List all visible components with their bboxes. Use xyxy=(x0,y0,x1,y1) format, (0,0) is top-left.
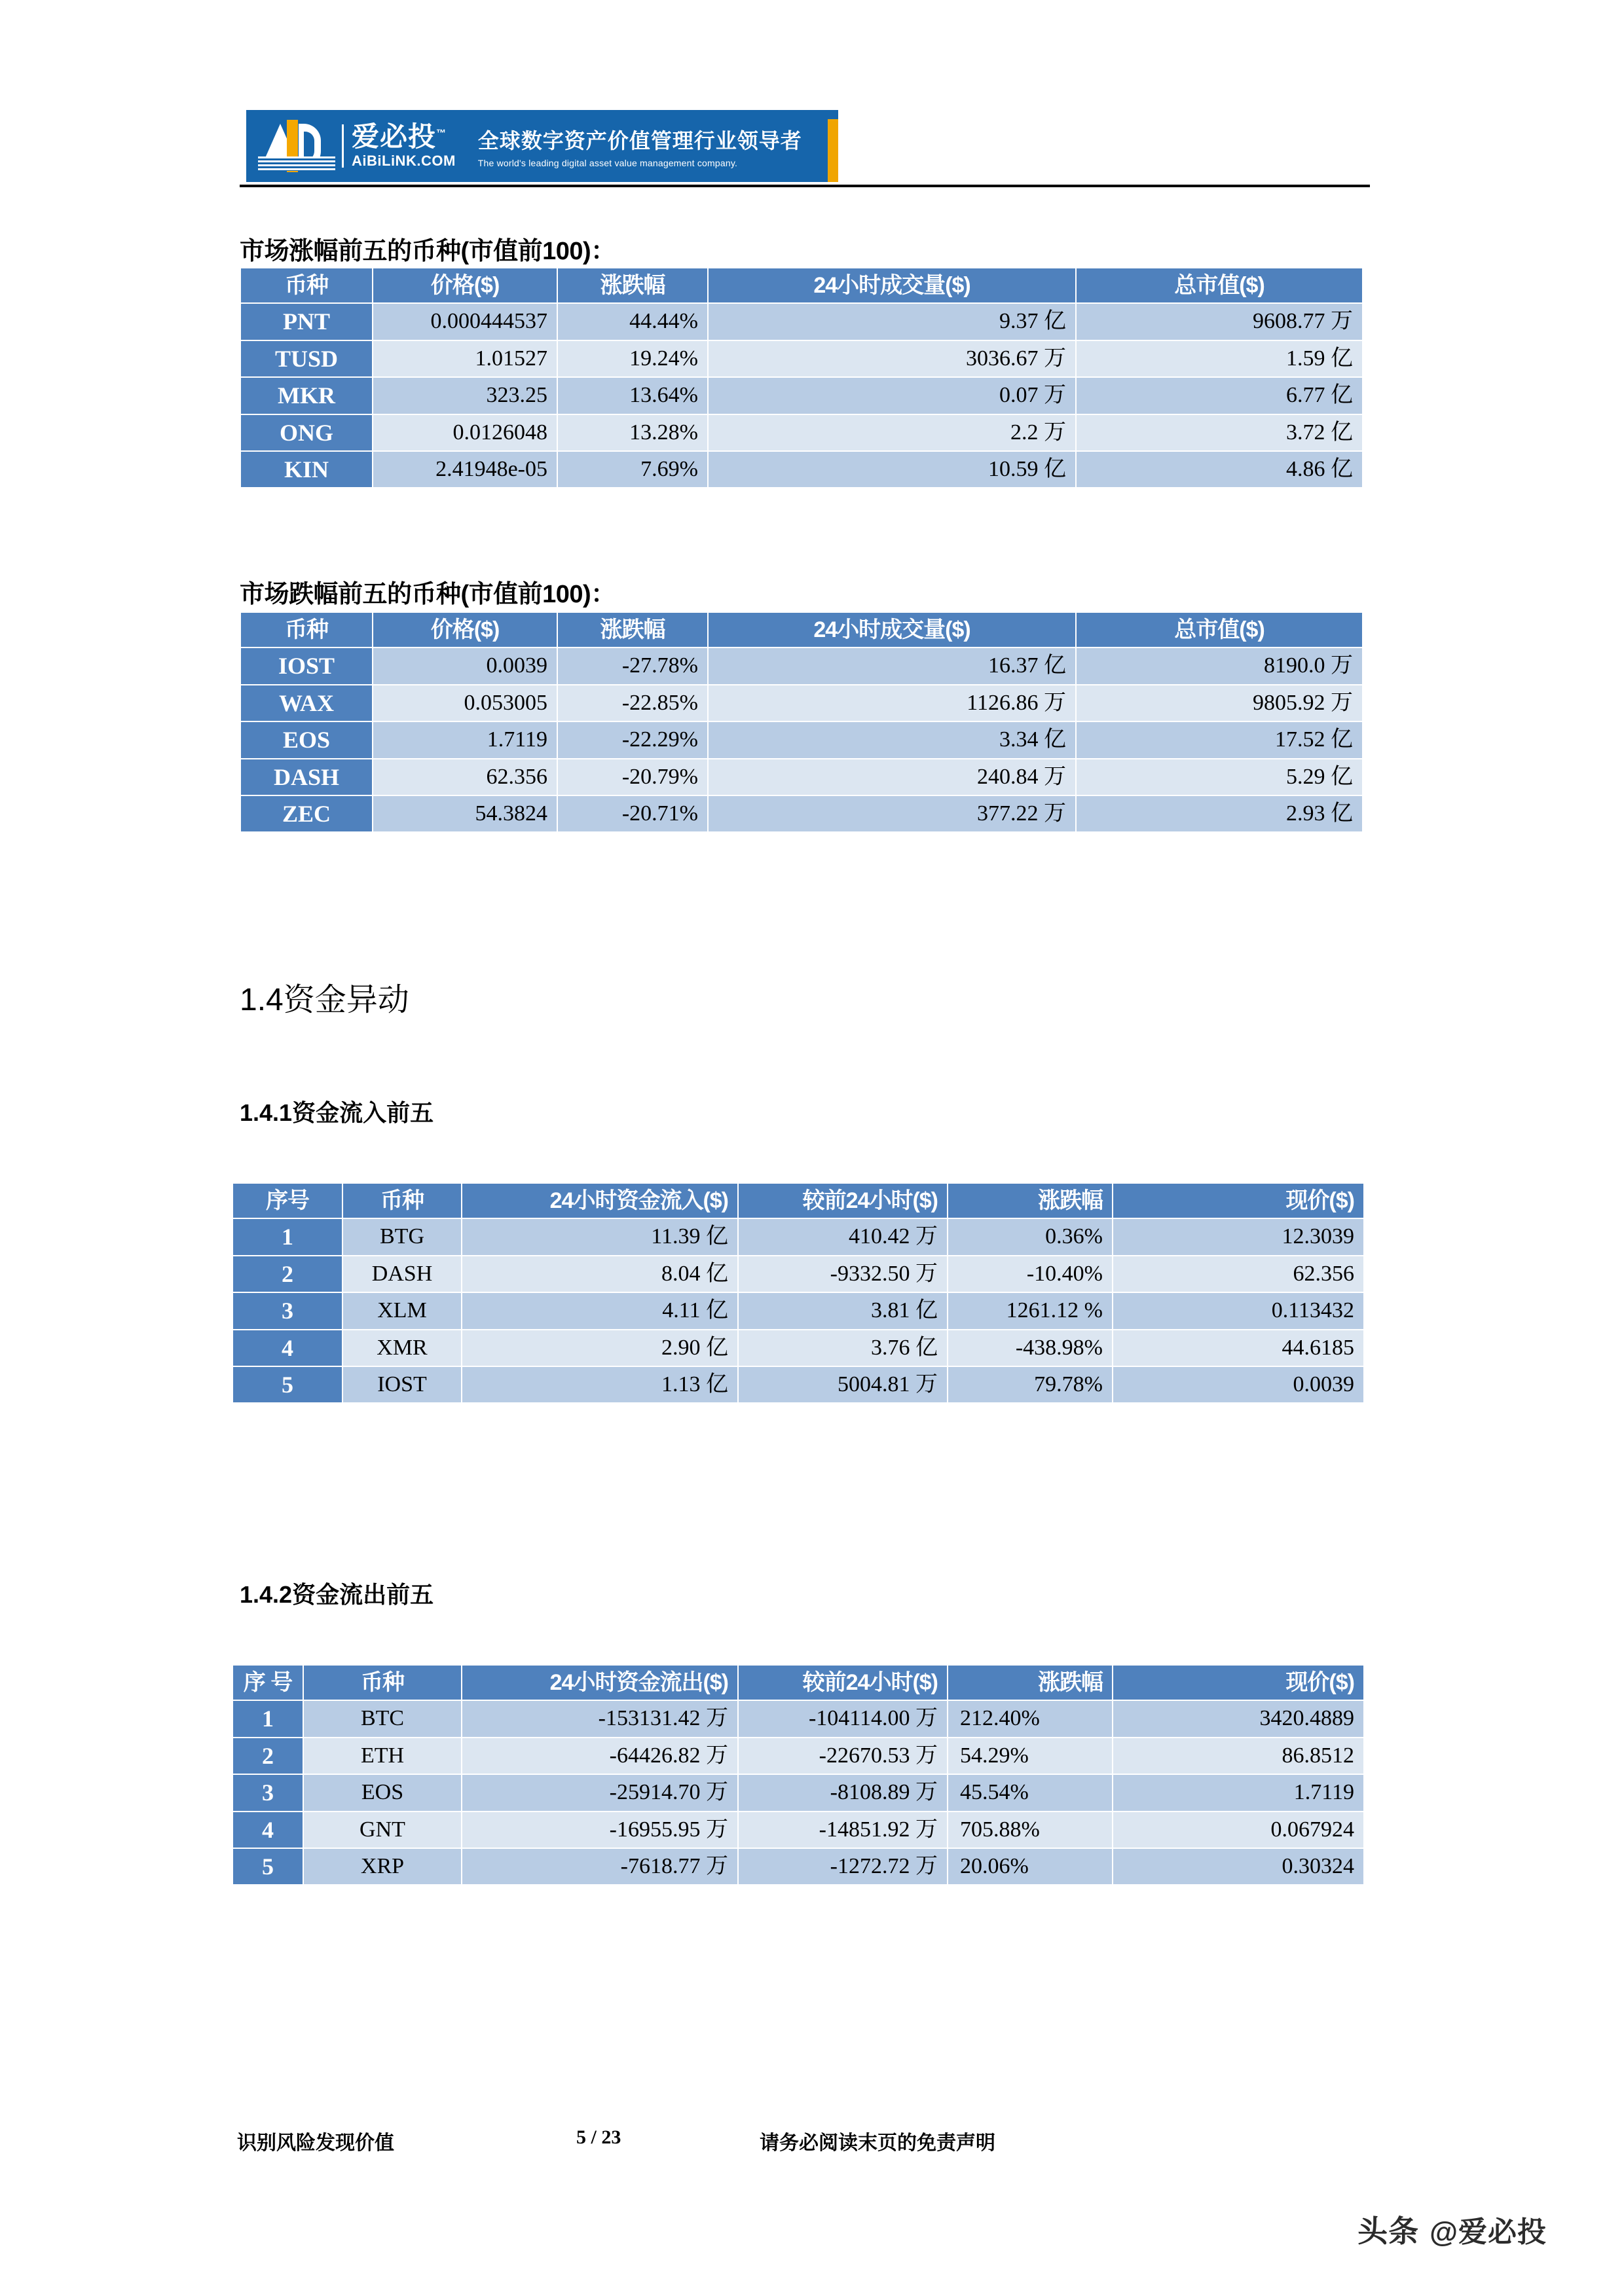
cell-mcap: 17.52 亿 xyxy=(1077,722,1362,757)
cell-change: -27.78% xyxy=(558,648,707,683)
col-market-cap: 总市值($) xyxy=(1077,268,1362,302)
section-heading-1-4-2: 1.4.2资金流出前五 xyxy=(240,1581,434,1608)
cell-price: 0.0039 xyxy=(1113,1367,1363,1402)
table-row xyxy=(233,1367,1363,1402)
col-market-cap: 总市值($) xyxy=(1077,613,1362,647)
aibilink-logo-icon xyxy=(258,120,335,172)
table-header-row xyxy=(233,1666,1363,1700)
cell-change: 705.88% xyxy=(948,1812,1112,1848)
col-volume-24h: 24小时成交量($) xyxy=(709,268,1075,302)
cell-symbol: ETH xyxy=(304,1738,461,1774)
cell-delta: -22670.53 万 xyxy=(739,1738,947,1774)
cell-change: -20.71% xyxy=(558,796,707,831)
col-delta-prev-24h: 较前24小时($) xyxy=(739,1666,947,1700)
table-row xyxy=(233,1256,1363,1292)
cell-price: 1.7119 xyxy=(1113,1775,1363,1810)
table-header-row xyxy=(241,268,1362,302)
cell-volume: 1126.86 万 xyxy=(709,685,1075,721)
col-symbol: 币种 xyxy=(241,268,372,302)
banner-accent-bar xyxy=(828,119,838,182)
table-row xyxy=(241,415,1362,450)
cell-delta: 410.42 万 xyxy=(739,1219,947,1254)
table-row xyxy=(241,452,1362,487)
tagline-en: The world's leading digital asset value management company. xyxy=(477,157,738,168)
cell-inflow: 4.11 亿 xyxy=(462,1293,737,1328)
cell-change: 212.40% xyxy=(948,1701,1112,1736)
cell-price: 62.356 xyxy=(373,759,557,795)
cell-mcap: 6.77 亿 xyxy=(1077,378,1362,413)
cell-volume: 377.22 万 xyxy=(709,796,1075,831)
cell-volume: 3036.67 万 xyxy=(709,341,1075,376)
cell-mcap: 5.29 亿 xyxy=(1077,759,1362,795)
cell-delta: -14851.92 万 xyxy=(739,1812,947,1848)
footer-slogan: 识别风险发现价值 xyxy=(237,2132,394,2154)
cell-volume: 3.34 亿 xyxy=(709,722,1075,757)
cell-change: 44.44% xyxy=(558,304,707,339)
cell-delta: -9332.50 万 xyxy=(739,1256,947,1292)
cell-symbol: PNT xyxy=(241,304,372,339)
cell-volume: 2.2 万 xyxy=(709,415,1075,450)
cell-price: 44.6185 xyxy=(1113,1330,1363,1366)
table-row xyxy=(241,648,1362,683)
cell-price: 0.0039 xyxy=(373,648,557,683)
cell-outflow: -7618.77 万 xyxy=(462,1849,737,1884)
losers-table xyxy=(240,611,1363,833)
cell-symbol: XLM xyxy=(343,1293,461,1328)
cell-price: 0.113432 xyxy=(1113,1293,1363,1328)
table-row xyxy=(241,304,1362,339)
cell-outflow: -153131.42 万 xyxy=(462,1701,737,1736)
cell-symbol: IOST xyxy=(343,1367,461,1402)
cell-mcap: 9608.77 万 xyxy=(1077,304,1362,339)
cell-symbol: GNT xyxy=(304,1812,461,1848)
cell-symbol: ZEC xyxy=(241,796,372,831)
cell-change: 79.78% xyxy=(948,1367,1112,1402)
cell-outflow: -64426.82 万 xyxy=(462,1738,737,1774)
col-symbol: 币种 xyxy=(304,1666,461,1700)
toutiao-logo-icon: 头条 xyxy=(1357,2214,1420,2248)
cell-change: 20.06% xyxy=(948,1849,1112,1884)
cell-mcap: 8190.0 万 xyxy=(1077,648,1362,683)
cell-price: 1.01527 xyxy=(373,341,557,376)
table-row xyxy=(233,1812,1363,1848)
col-symbol: 币种 xyxy=(343,1184,461,1218)
toutiao-watermark xyxy=(1357,2208,1547,2251)
cell-price: 62.356 xyxy=(1113,1256,1363,1292)
cell-index: 3 xyxy=(233,1293,342,1328)
logo-divider xyxy=(342,124,344,168)
cell-symbol: DASH xyxy=(343,1256,461,1292)
cell-change: -10.40% xyxy=(948,1256,1112,1292)
cell-price: 2.41948e-05 xyxy=(373,452,557,487)
cell-symbol: IOST xyxy=(241,648,372,683)
tagline-cn: 全球数字资产价值管理行业领导者 xyxy=(477,128,802,153)
cell-inflow: 11.39 亿 xyxy=(462,1219,737,1254)
cell-symbol: BTC xyxy=(304,1701,461,1736)
logo-domain: AiBiLiNK.COM xyxy=(352,153,456,170)
logo xyxy=(258,118,456,173)
table-row xyxy=(241,341,1362,376)
cell-price: 0.0126048 xyxy=(373,415,557,450)
watermark-handle: @爱必投 xyxy=(1430,2216,1547,2248)
cell-volume: 0.07 万 xyxy=(709,378,1075,413)
cell-volume: 10.59 亿 xyxy=(709,452,1075,487)
col-index: 序 号 xyxy=(233,1666,303,1700)
table-header-row xyxy=(241,613,1362,647)
cell-change: -438.98% xyxy=(948,1330,1112,1366)
cell-symbol: BTG xyxy=(343,1219,461,1254)
cell-symbol: XRP xyxy=(304,1849,461,1884)
cell-change: 54.29% xyxy=(948,1738,1112,1774)
cell-index: 5 xyxy=(233,1367,342,1402)
cell-symbol: DASH xyxy=(241,759,372,795)
cell-inflow: 2.90 亿 xyxy=(462,1330,737,1366)
table-row xyxy=(241,378,1362,413)
table-row xyxy=(233,1849,1363,1884)
cell-volume: 240.84 万 xyxy=(709,759,1075,795)
cell-change: 13.64% xyxy=(558,378,707,413)
page-footer xyxy=(0,2126,1624,2166)
table-row xyxy=(241,759,1362,795)
cell-delta: 3.76 亿 xyxy=(739,1330,947,1366)
col-inflow-24h: 24小时资金流入($) xyxy=(462,1184,737,1218)
cell-volume: 9.37 亿 xyxy=(709,304,1075,339)
brand-tagline xyxy=(478,124,802,168)
col-price: 价格($) xyxy=(373,268,557,302)
col-change: 涨跌幅 xyxy=(558,268,707,302)
table-row xyxy=(233,1219,1363,1254)
section-heading-1-4: 1.4资金异动 xyxy=(240,983,409,1017)
cell-symbol: XMR xyxy=(343,1330,461,1366)
col-delta-prev-24h: 较前24小时($) xyxy=(739,1184,947,1218)
cell-change: -22.85% xyxy=(558,685,707,721)
cell-price: 1.7119 xyxy=(373,722,557,757)
table-row xyxy=(241,796,1362,831)
cell-change: 0.36% xyxy=(948,1219,1112,1254)
cell-index: 2 xyxy=(233,1738,303,1774)
table-row xyxy=(241,722,1362,757)
cell-price: 0.000444537 xyxy=(373,304,557,339)
cell-mcap: 4.86 亿 xyxy=(1077,452,1362,487)
table-row xyxy=(241,685,1362,721)
cell-volume: 16.37 亿 xyxy=(709,648,1075,683)
logo-text xyxy=(352,122,456,170)
cell-delta: -1272.72 万 xyxy=(739,1849,947,1884)
page-header xyxy=(246,110,854,186)
cell-mcap: 3.72 亿 xyxy=(1077,415,1362,450)
col-change: 涨跌幅 xyxy=(948,1184,1112,1218)
cell-symbol: KIN xyxy=(241,452,372,487)
cell-price: 323.25 xyxy=(373,378,557,413)
cell-change: 1261.12 % xyxy=(948,1293,1112,1328)
cell-price: 0.30324 xyxy=(1113,1849,1363,1884)
table-row xyxy=(233,1738,1363,1774)
col-change: 涨跌幅 xyxy=(948,1666,1112,1700)
table-row xyxy=(233,1701,1363,1736)
cell-symbol: TUSD xyxy=(241,341,372,376)
col-current-price: 现价($) xyxy=(1113,1184,1363,1218)
footer-disclaimer-note: 请务必阅读末页的免责声明 xyxy=(760,2132,995,2154)
cell-delta: -104114.00 万 xyxy=(739,1701,947,1736)
cell-mcap: 1.59 亿 xyxy=(1077,341,1362,376)
logo-name-cn: 爱必投™ xyxy=(352,120,447,152)
cell-change: 19.24% xyxy=(558,341,707,376)
cell-symbol: MKR xyxy=(241,378,372,413)
col-price: 价格($) xyxy=(373,613,557,647)
cell-outflow: -25914.70 万 xyxy=(462,1775,737,1810)
cell-inflow: 8.04 亿 xyxy=(462,1256,737,1292)
cell-index: 3 xyxy=(233,1775,303,1810)
table-row xyxy=(233,1775,1363,1810)
cell-index: 2 xyxy=(233,1256,342,1292)
page-number: 5 / 23 xyxy=(576,2126,621,2148)
cell-delta: 5004.81 万 xyxy=(739,1367,947,1402)
cell-index: 5 xyxy=(233,1849,303,1884)
table-header-row xyxy=(233,1184,1363,1218)
cell-price: 3420.4889 xyxy=(1113,1701,1363,1736)
gainers-caption: 市场涨幅前五的币种(市值前100)： xyxy=(240,238,616,265)
cell-mcap: 9805.92 万 xyxy=(1077,685,1362,721)
cell-symbol: EOS xyxy=(304,1775,461,1810)
col-index: 序号 xyxy=(233,1184,342,1218)
cell-delta: -8108.89 万 xyxy=(739,1775,947,1810)
cell-symbol: EOS xyxy=(241,722,372,757)
brand-banner xyxy=(246,110,838,182)
trademark-symbol: ™ xyxy=(436,127,447,139)
col-change: 涨跌幅 xyxy=(558,613,707,647)
header-divider-rule xyxy=(240,185,1370,187)
cell-symbol: ONG xyxy=(241,415,372,450)
cell-change: -20.79% xyxy=(558,759,707,795)
cell-price: 0.067924 xyxy=(1113,1812,1363,1848)
capital-outflow-table xyxy=(232,1664,1365,1886)
cell-price: 0.053005 xyxy=(373,685,557,721)
cell-index: 4 xyxy=(233,1330,342,1366)
table-row xyxy=(233,1330,1363,1366)
col-symbol: 币种 xyxy=(241,613,372,647)
gainers-table xyxy=(240,267,1363,488)
section-heading-1-4-1: 1.4.1资金流入前五 xyxy=(240,1099,434,1126)
cell-delta: 3.81 亿 xyxy=(739,1293,947,1328)
col-volume-24h: 24小时成交量($) xyxy=(709,613,1075,647)
cell-price: 54.3824 xyxy=(373,796,557,831)
cell-change: -22.29% xyxy=(558,722,707,757)
cell-outflow: -16955.95 万 xyxy=(462,1812,737,1848)
cell-index: 4 xyxy=(233,1812,303,1848)
col-current-price: 现价($) xyxy=(1113,1666,1363,1700)
losers-caption: 市场跌幅前五的币种(市值前100)： xyxy=(240,581,616,608)
cell-inflow: 1.13 亿 xyxy=(462,1367,737,1402)
cell-index: 1 xyxy=(233,1701,303,1736)
cell-price: 86.8512 xyxy=(1113,1738,1363,1774)
cell-price: 12.3039 xyxy=(1113,1219,1363,1254)
cell-mcap: 2.93 亿 xyxy=(1077,796,1362,831)
capital-inflow-table xyxy=(232,1182,1365,1404)
cell-change: 45.54% xyxy=(948,1775,1112,1810)
cell-change: 7.69% xyxy=(558,452,707,487)
table-row xyxy=(233,1293,1363,1328)
cell-symbol: WAX xyxy=(241,685,372,721)
col-outflow-24h: 24小时资金流出($) xyxy=(462,1666,737,1700)
cell-change: 13.28% xyxy=(558,415,707,450)
cell-index: 1 xyxy=(233,1219,342,1254)
